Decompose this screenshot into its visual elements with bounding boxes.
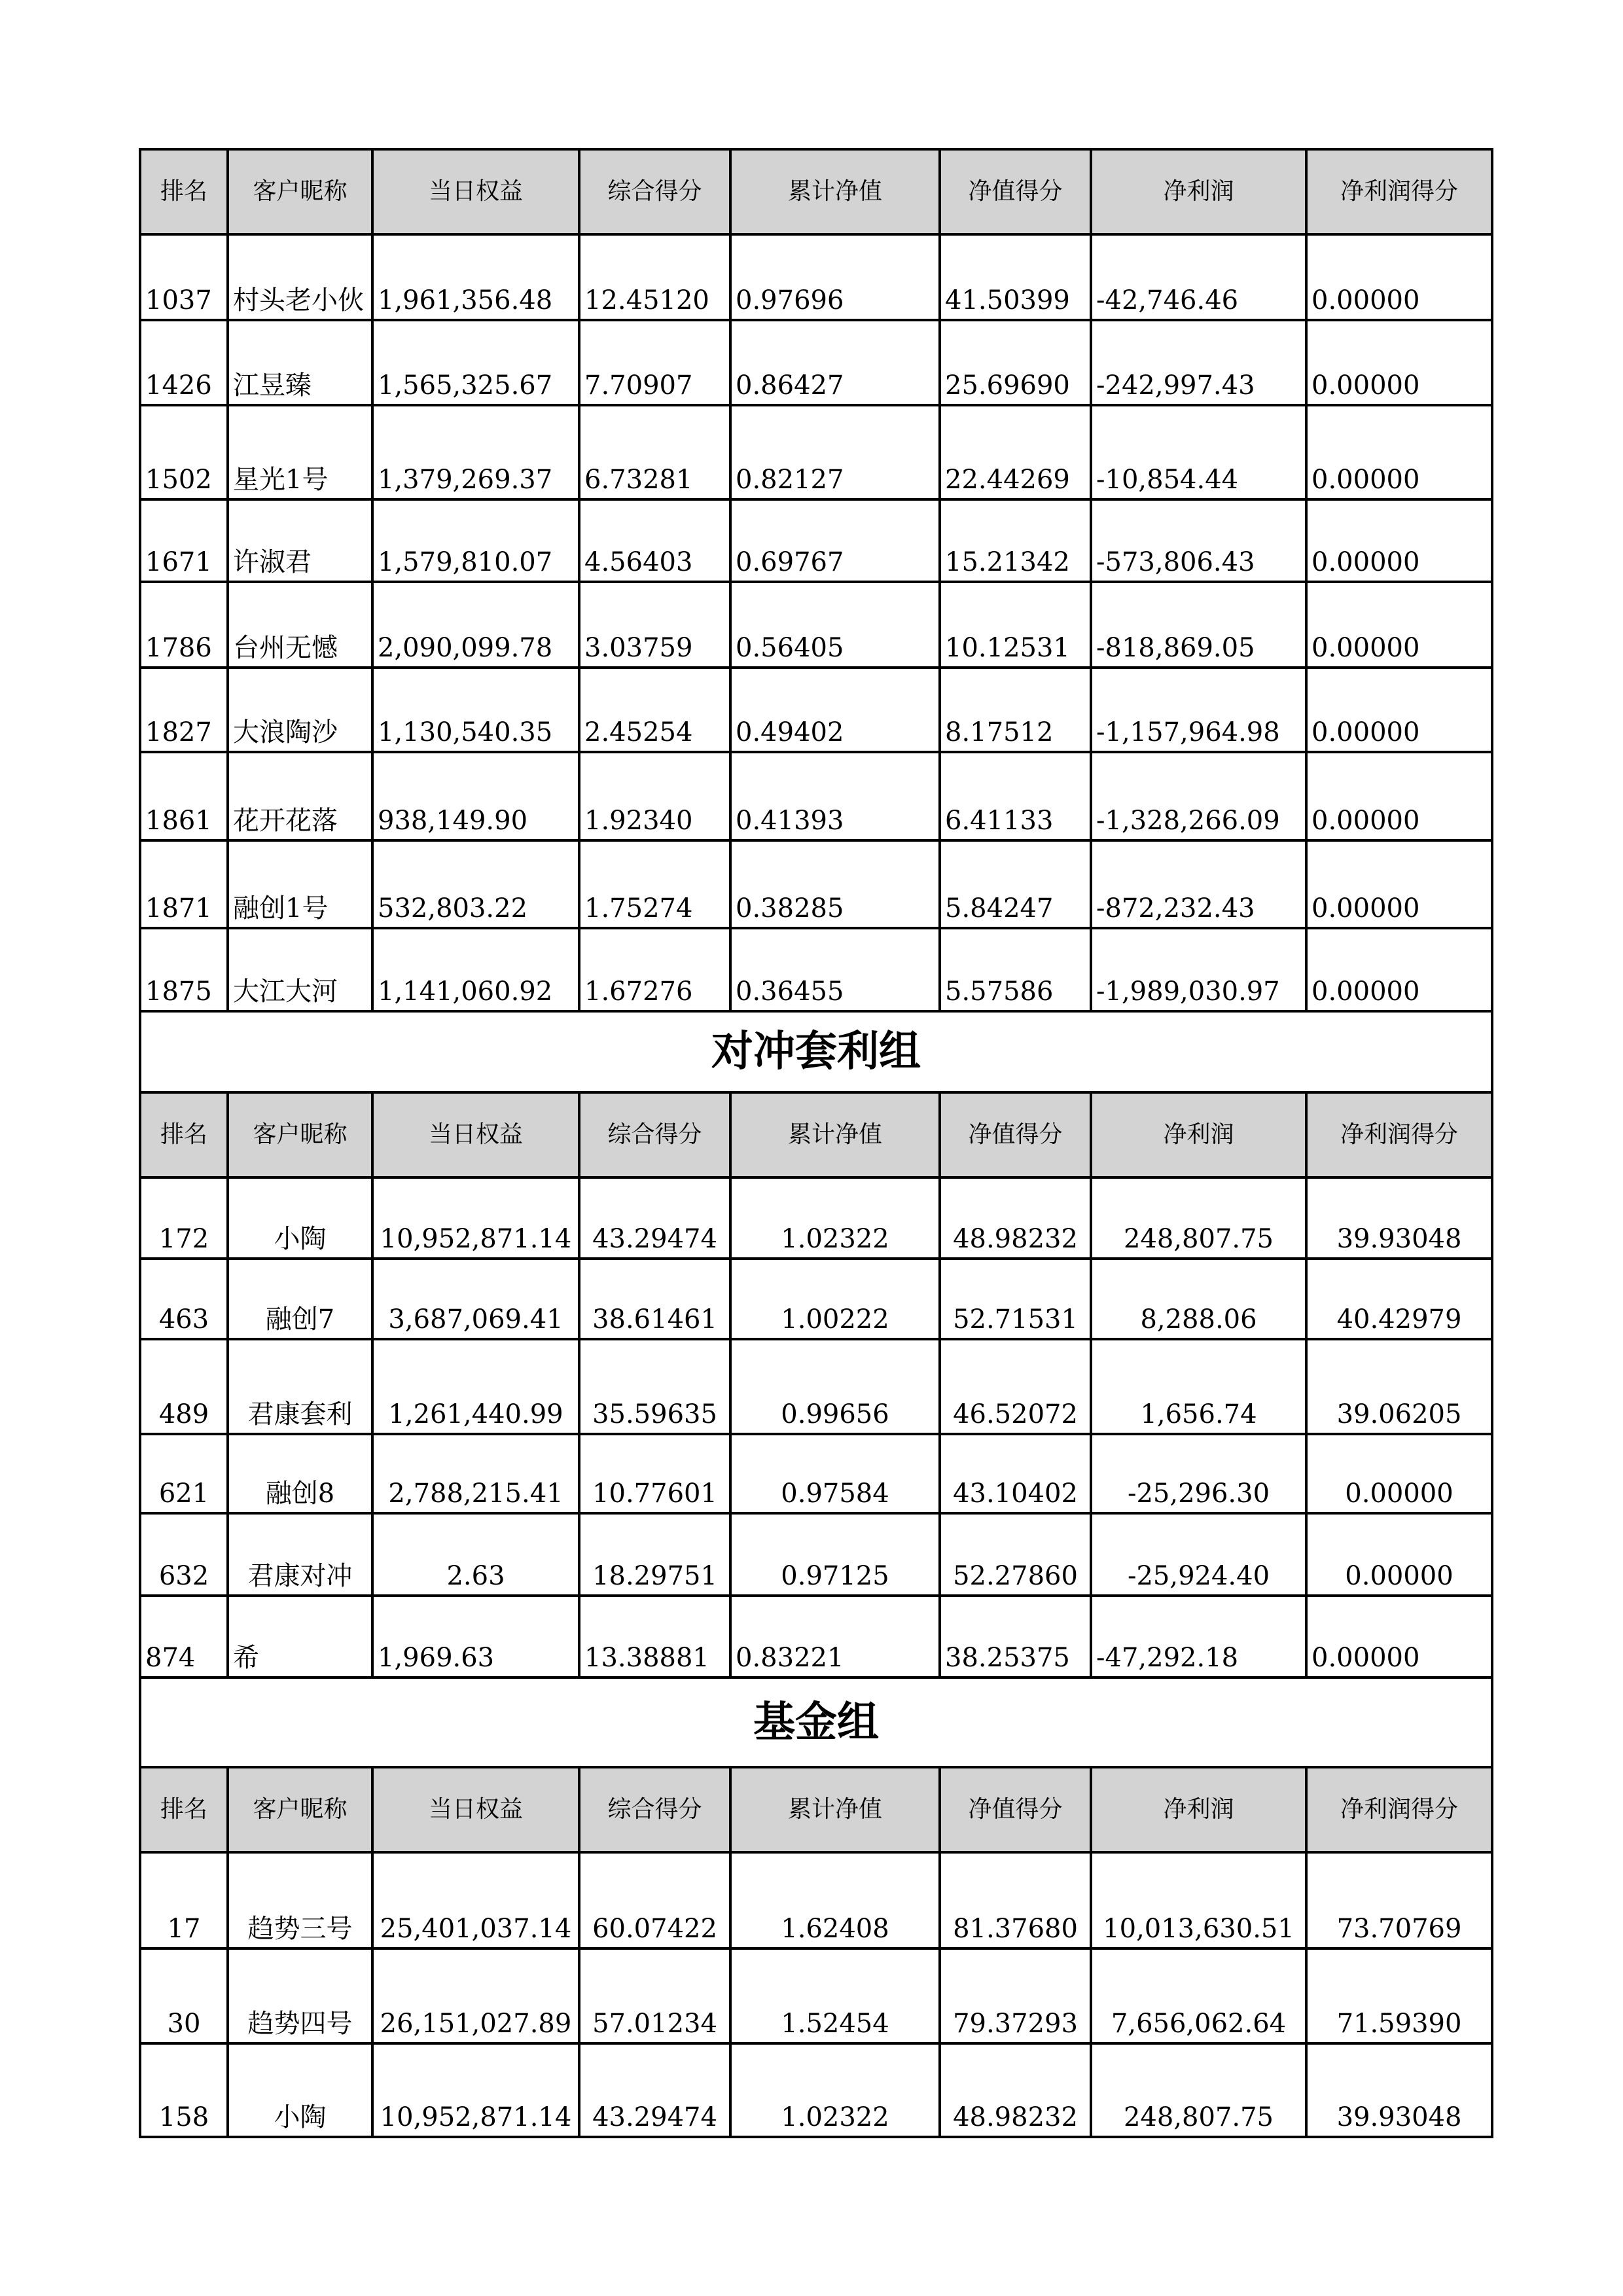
cell-nav-score: 15.21342 <box>940 499 1091 582</box>
cell-equity: 1,141,060.92 <box>372 928 579 1011</box>
cell-score: 10.77601 <box>579 1434 730 1513</box>
cell-rank: 172 <box>140 1177 228 1259</box>
header-score: 综合得分 <box>579 1767 730 1852</box>
cell-net-profit-score: 0.00000 <box>1306 928 1492 1011</box>
header-rank: 排名 <box>140 1767 228 1852</box>
cell-net-profit: 248,807.75 <box>1091 2043 1306 2137</box>
cell-net-profit: -573,806.43 <box>1091 499 1306 582</box>
section-title-row <box>140 1011 1492 1092</box>
cell-nickname: 村头老小伙 <box>228 234 372 320</box>
cell-score: 43.29474 <box>579 1177 730 1259</box>
cell-score: 60.07422 <box>579 1852 730 1948</box>
cell-score: 6.73281 <box>579 405 730 499</box>
cell-equity: 26,151,027.89 <box>372 1948 579 2043</box>
cell-score: 7.70907 <box>579 320 730 405</box>
cell-nav-score: 43.10402 <box>940 1434 1091 1513</box>
section-title: 基金组 <box>140 1677 1492 1767</box>
header-nickname: 客户昵称 <box>228 149 372 234</box>
cell-net-profit: -42,746.46 <box>1091 234 1306 320</box>
cell-score: 1.75274 <box>579 840 730 928</box>
cell-net-profit: 8,288.06 <box>1091 1259 1306 1339</box>
cell-nickname: 君康套利 <box>228 1339 372 1434</box>
cell-rank: 158 <box>140 2043 228 2137</box>
cell-nav: 0.99656 <box>730 1339 940 1434</box>
cell-nav-score: 10.12531 <box>940 582 1091 668</box>
cell-net-profit: -47,292.18 <box>1091 1596 1306 1677</box>
cell-nickname: 融创8 <box>228 1434 372 1513</box>
header-nav-score: 净值得分 <box>940 1767 1091 1852</box>
cell-rank: 621 <box>140 1434 228 1513</box>
cell-equity: 532,803.22 <box>372 840 579 928</box>
cell-equity: 1,261,440.99 <box>372 1339 579 1434</box>
cell-net-profit-score: 0.00000 <box>1306 320 1492 405</box>
table-row <box>140 840 1492 928</box>
cell-nav-score: 52.27860 <box>940 1513 1091 1596</box>
cell-rank: 1875 <box>140 928 228 1011</box>
header-net-profit-score: 净利润得分 <box>1306 1767 1492 1852</box>
cell-nickname: 小陶 <box>228 2043 372 2137</box>
cell-nav-score: 46.52072 <box>940 1339 1091 1434</box>
cell-net-profit-score: 0.00000 <box>1306 1434 1492 1513</box>
cell-equity: 1,969.63 <box>372 1596 579 1677</box>
cell-net-profit: 7,656,062.64 <box>1091 1948 1306 2043</box>
cell-nickname: 星光1号 <box>228 405 372 499</box>
cell-equity: 3,687,069.41 <box>372 1259 579 1339</box>
cell-nav-score: 79.37293 <box>940 1948 1091 2043</box>
header-rank: 排名 <box>140 149 228 234</box>
cell-net-profit-score: 0.00000 <box>1306 405 1492 499</box>
cell-nav: 0.97584 <box>730 1434 940 1513</box>
cell-equity: 2.63 <box>372 1513 579 1596</box>
cell-nav: 0.56405 <box>730 582 940 668</box>
cell-net-profit-score: 73.70769 <box>1306 1852 1492 1948</box>
header-score: 综合得分 <box>579 149 730 234</box>
ranking-table <box>139 148 1493 2138</box>
cell-net-profit-score: 39.06205 <box>1306 1339 1492 1434</box>
cell-rank: 1426 <box>140 320 228 405</box>
cell-nav-score: 52.71531 <box>940 1259 1091 1339</box>
cell-nav: 0.83221 <box>730 1596 940 1677</box>
cell-net-profit: 248,807.75 <box>1091 1177 1306 1259</box>
cell-rank: 30 <box>140 1948 228 2043</box>
header-nav-score: 净值得分 <box>940 149 1091 234</box>
cell-nav-score: 81.37680 <box>940 1852 1091 1948</box>
header-net-profit-score: 净利润得分 <box>1306 149 1492 234</box>
header-net-profit: 净利润 <box>1091 149 1306 234</box>
cell-nickname: 大江大河 <box>228 928 372 1011</box>
cell-nickname: 趋势三号 <box>228 1852 372 1948</box>
cell-nickname: 融创7 <box>228 1259 372 1339</box>
cell-rank: 1502 <box>140 405 228 499</box>
table-row <box>140 1596 1492 1677</box>
cell-score: 1.67276 <box>579 928 730 1011</box>
cell-net-profit-score: 40.42979 <box>1306 1259 1492 1339</box>
cell-nav-score: 48.98232 <box>940 1177 1091 1259</box>
section-title-row <box>140 1677 1492 1767</box>
table-row <box>140 1513 1492 1596</box>
header-equity: 当日权益 <box>372 1092 579 1177</box>
cell-rank: 17 <box>140 1852 228 1948</box>
table-row <box>140 582 1492 668</box>
cell-rank: 1037 <box>140 234 228 320</box>
cell-equity: 25,401,037.14 <box>372 1852 579 1948</box>
cell-nav-score: 5.57586 <box>940 928 1091 1011</box>
table-row <box>140 1852 1492 1948</box>
cell-rank: 1786 <box>140 582 228 668</box>
cell-net-profit: -1,328,266.09 <box>1091 752 1306 840</box>
table-row <box>140 1434 1492 1513</box>
cell-nav: 0.36455 <box>730 928 940 1011</box>
table-row <box>140 2043 1492 2137</box>
header-nav: 累计净值 <box>730 1092 940 1177</box>
cell-rank: 874 <box>140 1596 228 1677</box>
header-net-profit-score: 净利润得分 <box>1306 1092 1492 1177</box>
cell-nav: 0.86427 <box>730 320 940 405</box>
cell-score: 35.59635 <box>579 1339 730 1434</box>
cell-nickname: 趋势四号 <box>228 1948 372 2043</box>
cell-score: 4.56403 <box>579 499 730 582</box>
cell-net-profit: -242,997.43 <box>1091 320 1306 405</box>
cell-net-profit: 1,656.74 <box>1091 1339 1306 1434</box>
cell-nav: 1.62408 <box>730 1852 940 1948</box>
cell-nav-score: 48.98232 <box>940 2043 1091 2137</box>
cell-nickname: 小陶 <box>228 1177 372 1259</box>
table-row <box>140 668 1492 752</box>
cell-score: 13.38881 <box>579 1596 730 1677</box>
cell-rank: 1671 <box>140 499 228 582</box>
cell-score: 2.45254 <box>579 668 730 752</box>
cell-score: 1.92340 <box>579 752 730 840</box>
table-row <box>140 1339 1492 1434</box>
cell-nav: 1.02322 <box>730 1177 940 1259</box>
header-nickname: 客户昵称 <box>228 1092 372 1177</box>
table-row <box>140 1177 1492 1259</box>
cell-score: 38.61461 <box>579 1259 730 1339</box>
cell-equity: 10,952,871.14 <box>372 1177 579 1259</box>
cell-nickname: 江昱臻 <box>228 320 372 405</box>
cell-nav-score: 8.17512 <box>940 668 1091 752</box>
cell-nickname: 花开花落 <box>228 752 372 840</box>
cell-nav: 0.41393 <box>730 752 940 840</box>
cell-rank: 1827 <box>140 668 228 752</box>
header-row <box>140 1767 1492 1852</box>
cell-nickname: 融创1号 <box>228 840 372 928</box>
cell-rank: 632 <box>140 1513 228 1596</box>
cell-net-profit: -872,232.43 <box>1091 840 1306 928</box>
cell-nav: 1.52454 <box>730 1948 940 2043</box>
header-nav-score: 净值得分 <box>940 1092 1091 1177</box>
cell-score: 57.01234 <box>579 1948 730 2043</box>
cell-equity: 10,952,871.14 <box>372 2043 579 2137</box>
header-equity: 当日权益 <box>372 149 579 234</box>
cell-score: 18.29751 <box>579 1513 730 1596</box>
cell-equity: 1,579,810.07 <box>372 499 579 582</box>
cell-net-profit: -1,157,964.98 <box>1091 668 1306 752</box>
cell-net-profit-score: 0.00000 <box>1306 1513 1492 1596</box>
cell-equity: 938,149.90 <box>372 752 579 840</box>
cell-net-profit: -25,924.40 <box>1091 1513 1306 1596</box>
cell-nav-score: 22.44269 <box>940 405 1091 499</box>
cell-score: 43.29474 <box>579 2043 730 2137</box>
cell-net-profit-score: 0.00000 <box>1306 234 1492 320</box>
cell-nav: 0.38285 <box>730 840 940 928</box>
cell-rank: 463 <box>140 1259 228 1339</box>
table-row <box>140 499 1492 582</box>
table-row <box>140 752 1492 840</box>
header-equity: 当日权益 <box>372 1767 579 1852</box>
table-row <box>140 405 1492 499</box>
cell-nav-score: 38.25375 <box>940 1596 1091 1677</box>
table-row <box>140 928 1492 1011</box>
cell-nickname: 希 <box>228 1596 372 1677</box>
header-net-profit: 净利润 <box>1091 1092 1306 1177</box>
header-net-profit: 净利润 <box>1091 1767 1306 1852</box>
cell-rank: 1871 <box>140 840 228 928</box>
cell-net-profit-score: 0.00000 <box>1306 582 1492 668</box>
cell-equity: 1,565,325.67 <box>372 320 579 405</box>
header-row <box>140 1092 1492 1177</box>
table-row <box>140 1948 1492 2043</box>
section-title: 对冲套利组 <box>140 1011 1492 1092</box>
cell-equity: 1,130,540.35 <box>372 668 579 752</box>
cell-nickname: 许淑君 <box>228 499 372 582</box>
cell-nav-score: 25.69690 <box>940 320 1091 405</box>
cell-nav: 0.97696 <box>730 234 940 320</box>
cell-nav: 0.82127 <box>730 405 940 499</box>
cell-net-profit-score: 0.00000 <box>1306 1596 1492 1677</box>
header-nickname: 客户昵称 <box>228 1767 372 1852</box>
table-row <box>140 1259 1492 1339</box>
header-nav: 累计净值 <box>730 149 940 234</box>
cell-score: 3.03759 <box>579 582 730 668</box>
cell-net-profit: -818,869.05 <box>1091 582 1306 668</box>
cell-net-profit: -25,296.30 <box>1091 1434 1306 1513</box>
cell-net-profit-score: 0.00000 <box>1306 840 1492 928</box>
cell-rank: 489 <box>140 1339 228 1434</box>
cell-nav-score: 6.41133 <box>940 752 1091 840</box>
cell-nickname: 君康对冲 <box>228 1513 372 1596</box>
cell-nav-score: 5.84247 <box>940 840 1091 928</box>
cell-nav-score: 41.50399 <box>940 234 1091 320</box>
cell-score: 12.45120 <box>579 234 730 320</box>
table-row <box>140 234 1492 320</box>
cell-nav: 0.69767 <box>730 499 940 582</box>
cell-rank: 1861 <box>140 752 228 840</box>
cell-nickname: 大浪陶沙 <box>228 668 372 752</box>
cell-net-profit-score: 71.59390 <box>1306 1948 1492 2043</box>
cell-nav: 1.00222 <box>730 1259 940 1339</box>
cell-net-profit: 10,013,630.51 <box>1091 1852 1306 1948</box>
header-rank: 排名 <box>140 1092 228 1177</box>
cell-nav: 0.49402 <box>730 668 940 752</box>
header-row <box>140 149 1492 234</box>
cell-net-profit-score: 0.00000 <box>1306 499 1492 582</box>
cell-equity: 1,961,356.48 <box>372 234 579 320</box>
cell-equity: 2,090,099.78 <box>372 582 579 668</box>
cell-net-profit-score: 39.93048 <box>1306 2043 1492 2137</box>
cell-net-profit: -10,854.44 <box>1091 405 1306 499</box>
cell-nav: 1.02322 <box>730 2043 940 2137</box>
cell-net-profit-score: 0.00000 <box>1306 752 1492 840</box>
cell-net-profit: -1,989,030.97 <box>1091 928 1306 1011</box>
cell-equity: 1,379,269.37 <box>372 405 579 499</box>
header-nav: 累计净值 <box>730 1767 940 1852</box>
table-row <box>140 320 1492 405</box>
header-score: 综合得分 <box>579 1092 730 1177</box>
cell-net-profit-score: 39.93048 <box>1306 1177 1492 1259</box>
cell-nickname: 台州无憾 <box>228 582 372 668</box>
cell-net-profit-score: 0.00000 <box>1306 668 1492 752</box>
cell-nav: 0.97125 <box>730 1513 940 1596</box>
cell-equity: 2,788,215.41 <box>372 1434 579 1513</box>
